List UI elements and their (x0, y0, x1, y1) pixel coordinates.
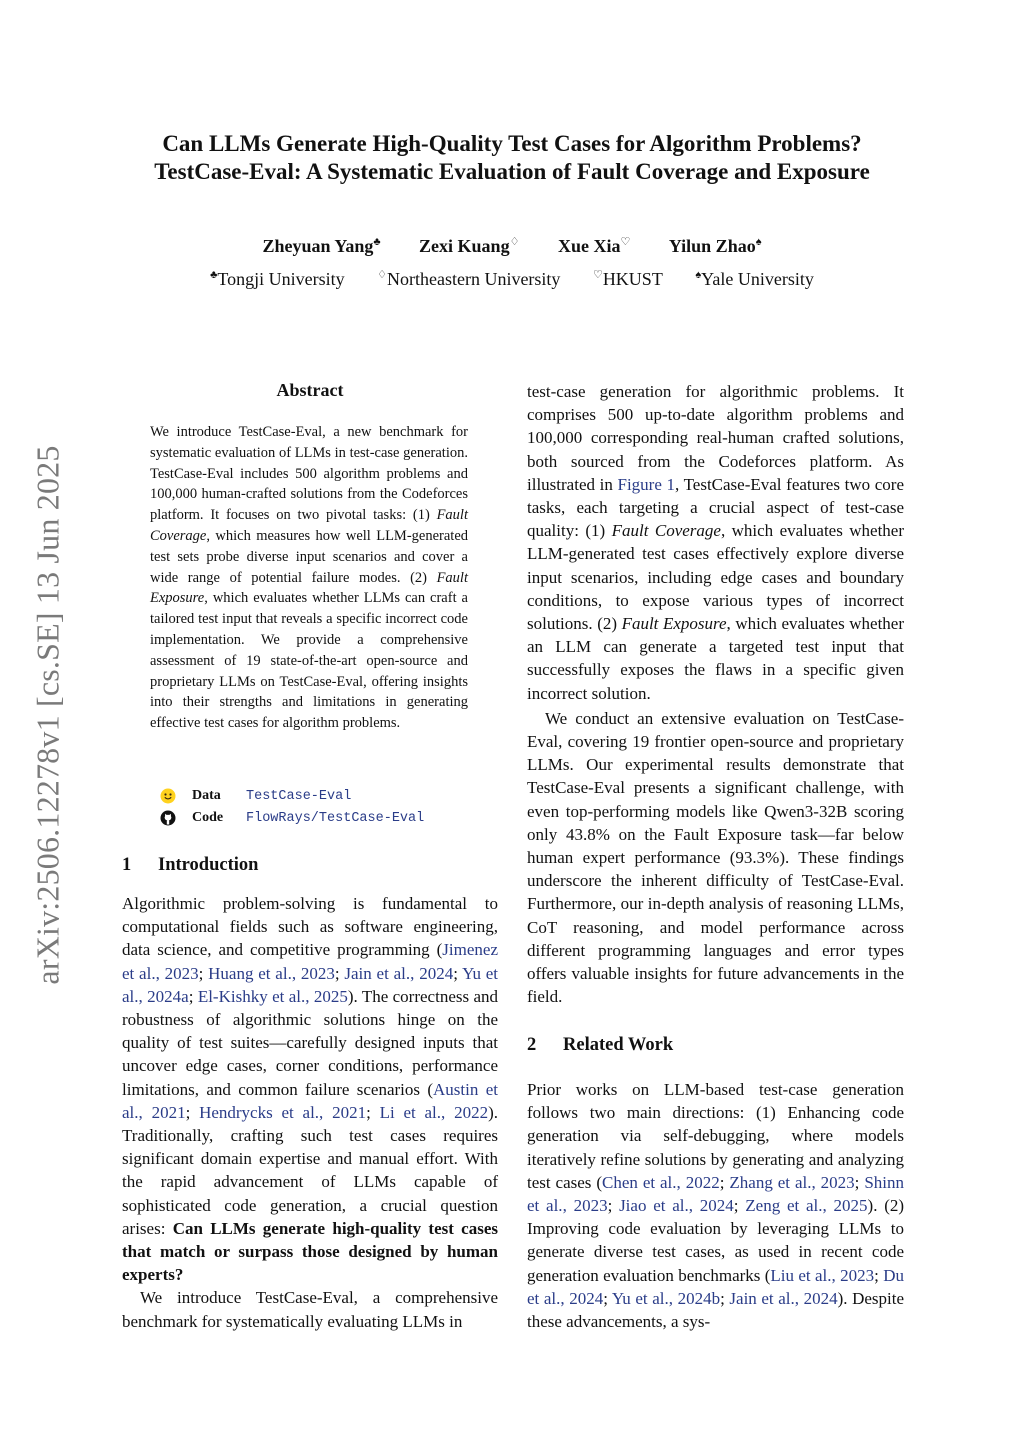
related-work-paragraph: Prior works on LLM-based test-case generation follows two main directions: (1) Enhancing code generation via self-debugging, where models iteratively refine solutions by generating and analyzing test cases (Chen et al., 2022; Zhang et al., 2023; Shinn et al., 2023; Jiao et al., 2024; Zeng et al., 2025). (2) Improving code evaluation by leveraging LLMs to generate diverse test cases, as used in recent code generation evaluation benchmarks (Liu et al., 2023; Du et al., 2024; Yu et al., 2024b; Jain et al., 2024). Despite these advancements, a sys- (527, 1080, 905, 1332)
evaluation-paragraph: We conduct an extensive evaluation on TestCase-Eval, covering 19 frontier open-source and proprietary LLMs. Our experimental results demonstrate that TestCase-Eval presents a significant challenge, with even top-performing models like Qwen3-32B scoring only 43.8% on the Fault Exposure task—far below human expert performance (93.3%). These findings underscore the inherent difficulty of TestCase-Eval. Furthermore, our in-depth analysis of reasoning LLMs, CoT reasoning, and model performance across different programming languages and error types offers valuable insights for future advancements in the field. (527, 708, 904, 1007)
section-heading-related-work (527, 1035, 673, 1056)
affiliation: ♡HKUST (592, 269, 663, 289)
affiliation: ♠Yale University (695, 269, 814, 289)
resource-links (160, 785, 424, 829)
github-icon (160, 810, 176, 826)
citation-link[interactable]: Austin et al., 2021 (122, 1079, 498, 1122)
citation-link[interactable]: Hendrycks et al., 2021 (199, 1102, 367, 1122)
introduction-body (122, 892, 498, 1333)
code-label: Code (192, 810, 224, 825)
data-link-row[interactable] (160, 785, 424, 807)
introduction-continued-paragraph: test-case generation for algorithmic problems. It comprises 500 up-to-date algorithm problems and 100,000 corresponding real-human crafted solutions, both sourced from the Codeforces platform. As illustrated in Figure 1, TestCase-Eval features two core tasks, each targeting a crucial aspect of test-case quality: (1) Fault Coverage, which evaluates whether LLM-generated test cases effectively explore diverse input scenarios, including edge cases and boundary conditions, to expose various types of incorrect solutions. (2) Fault Exposure, which evaluates whether an LLM can generate a targeted test input that successfully exposes the flaws in a specific given incorrect solution. (527, 382, 905, 703)
citation-link[interactable]: El-Kishky et al., 2025 (197, 986, 348, 1006)
section-title: Introduction (158, 855, 259, 875)
code-link[interactable]: FlowRays/TestCase-Eval (246, 810, 425, 826)
right-column-body (527, 380, 904, 1008)
citation-link[interactable]: Chen et al., 2022 (602, 1172, 720, 1192)
citation-link[interactable]: Shinn et al., 2023 (527, 1172, 905, 1216)
citation-link[interactable]: Yu et al., 2024b (611, 1288, 721, 1308)
section-heading-introduction (122, 855, 258, 876)
citation-link[interactable]: Jain et al., 2024 (344, 963, 454, 983)
affiliation: ♢Northeastern University (377, 269, 561, 289)
title-line-1: Can LLMs Generate High-Quality Test Cases for Algorithm Problems? (162, 131, 862, 156)
citation-link[interactable]: Zeng et al., 2025 (745, 1196, 868, 1216)
title-line-2: TestCase-Eval: A Systematic Evaluation of Fault Coverage and Exposure (154, 159, 870, 184)
abstract-heading: Abstract (276, 380, 344, 400)
section-number: 1 (122, 855, 132, 875)
citation-link[interactable]: Yu et al., 2024a (122, 963, 499, 1006)
citation-link[interactable]: Zhang et al., 2023 (729, 1172, 855, 1192)
author-list (100, 235, 924, 257)
figure-reference[interactable]: Figure 1 (617, 474, 676, 494)
citation-link[interactable]: Jimenez et al., 2023 (122, 940, 498, 983)
introduction-paragraph-2: We introduce TestCase-Eval, a comprehensive benchmark for systematically evaluating LLMs in (122, 1288, 498, 1331)
citation-link[interactable]: Jain et al., 2024 (729, 1288, 838, 1308)
section-number: 2 (527, 1035, 537, 1055)
citation-link[interactable]: Jiao et al., 2024 (619, 1196, 734, 1216)
related-work-body (527, 1078, 904, 1333)
research-question: Can LLMs generate high-quality test cases that match or surpass those designed by human experts? (122, 1218, 499, 1285)
author: Zheyuan Yang♣ (262, 236, 381, 256)
citation-link[interactable]: Li et al., 2022 (379, 1102, 489, 1122)
data-label: Data (192, 788, 221, 803)
code-link-row[interactable] (160, 807, 424, 829)
data-link[interactable]: TestCase-Eval (246, 788, 352, 804)
citation-link[interactable]: Liu et al., 2023 (770, 1265, 875, 1285)
arxiv-id-text: arXiv:2506.12278v1 [cs.SE] 13 Jun 2025 (29, 445, 66, 985)
introduction-paragraph-1: Algorithmic problem-solving is fundamental to computational fields such as software engineering, data science, and competitive programming (Jimenez et al., 2023; Huang et al., 2023; Jain et al., 2024; Yu et al., 2024a; El-Kishky et al., 2025). The correctness and robustness of algorithmic solutions hinge on the quality of test suites—carefully designed inputs that uncover edge cases, corner conditions, performance limitations, and common failure scenarios (Austin et al., 2021; Hendrycks et al., 2021; Li et al., 2022). Traditionally, crafting such test cases requires significant domain expertise and manual effort. With the rapid advancement of LLMs capable of sophisticated code generation, a crucial question arises: Can LLMs generate high-quality test cases that match or surpass those designed by human experts? (122, 894, 499, 1285)
affiliation: ♣Tongji University (210, 269, 345, 289)
arxiv-identifier (18, 410, 78, 1020)
abstract-body: We introduce TestCase-Eval, a new benchmark for systematic evaluation of LLMs in test-case generation. TestCase-Eval includes 500 algorithm problems and 100,000 human-crafted solutions from the Codeforces platform. It focuses on two pivotal tasks: (1) Fault Coverage, which measures how well LLM-generated test sets probe diverse input scenarios and cover a wide range of potential failure modes. (2) Fault Exposure, which evaluates whether LLMs can craft a tailored test input that reveals a specific incorrect code implementation. We provide a comprehensive assessment of 19 state-of-the-art open-source and proprietary LLMs on TestCase-Eval, offering insights into their strengths and limitations in generating effective test cases for algorithm problems. (150, 424, 468, 732)
citation-link[interactable]: Huang et al., 2023 (208, 963, 335, 983)
citation-link[interactable]: Du et al., 2024 (527, 1265, 904, 1308)
section-title: Related Work (563, 1035, 674, 1055)
affiliation-list (100, 268, 924, 290)
author: Zexi Kuang♢ (419, 236, 520, 256)
author: Xue Xia♡ (557, 236, 631, 256)
paper-title (100, 130, 924, 186)
author: Yilun Zhao♠ (668, 236, 762, 256)
huggingface-icon (160, 788, 176, 804)
